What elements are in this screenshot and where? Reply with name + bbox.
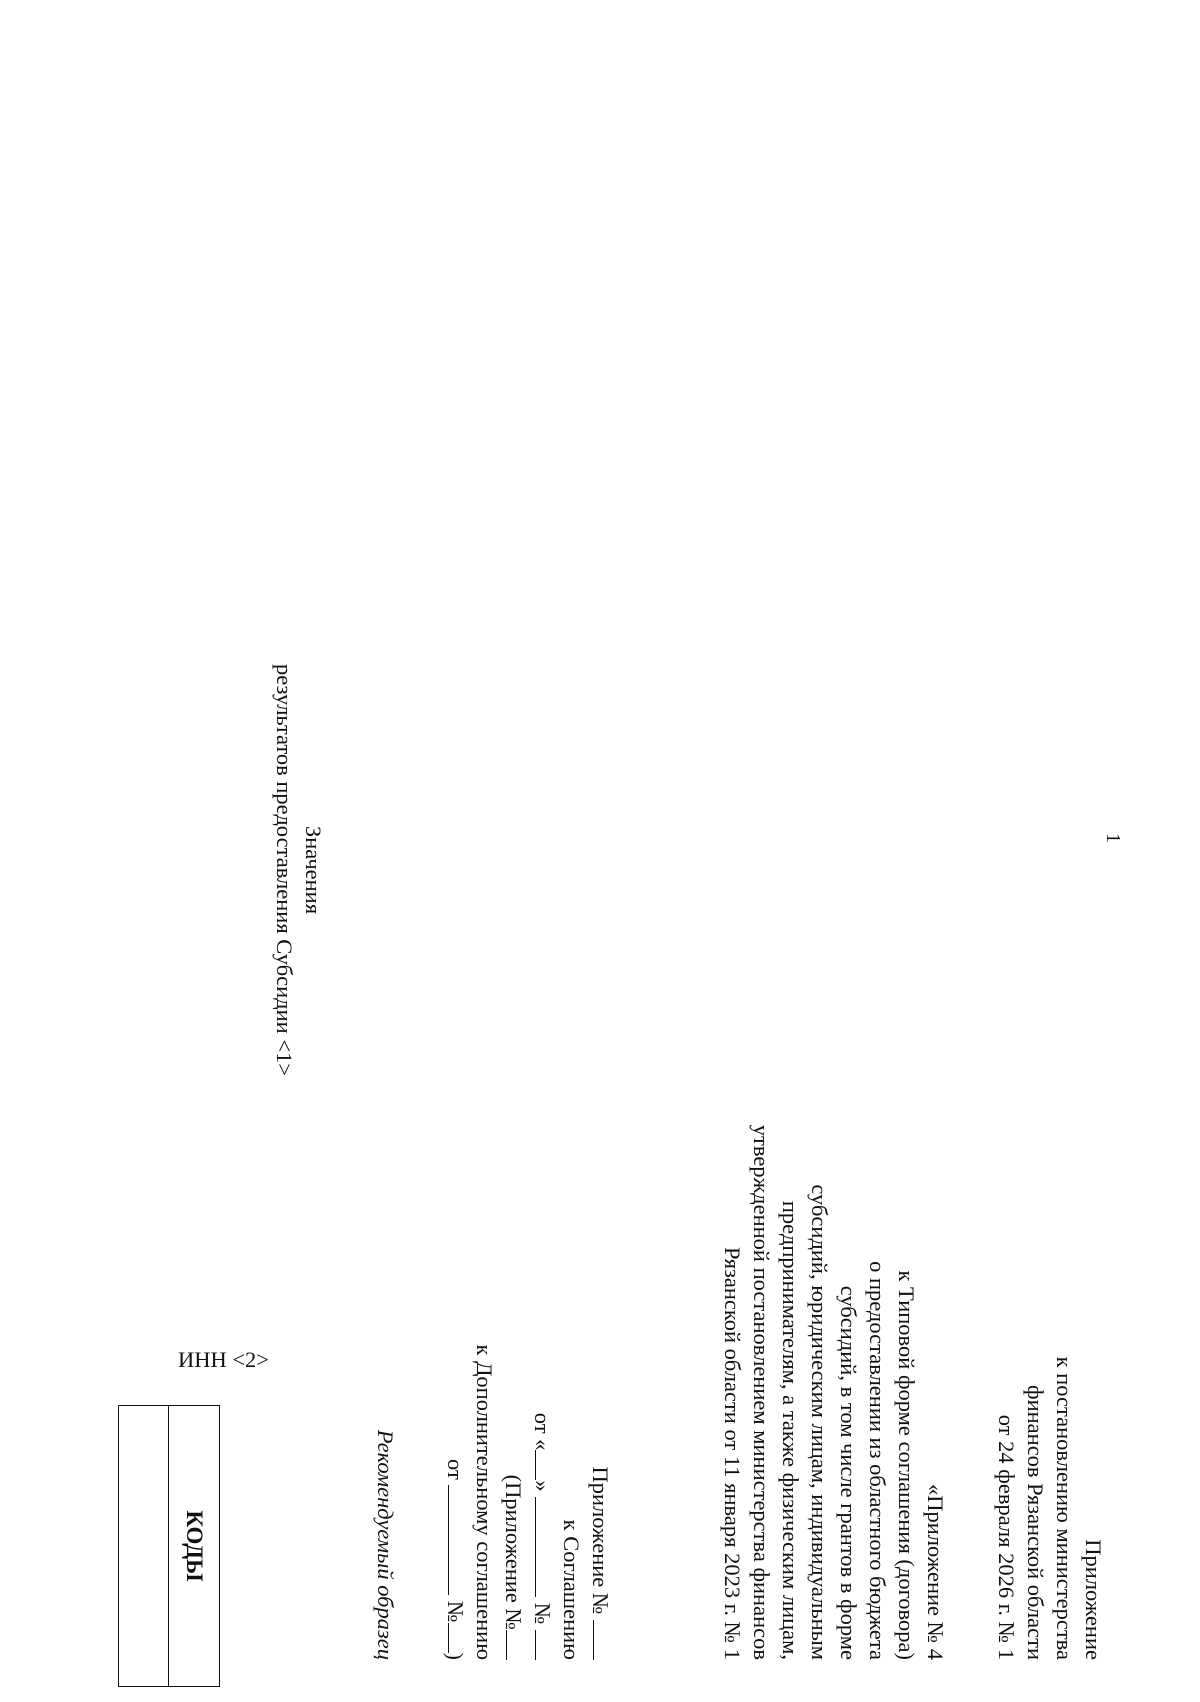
document-title: [270, 520, 328, 1220]
annex-line-3: [528, 1000, 557, 1660]
inn-label: ИНН <2>: [178, 1347, 269, 1372]
annex-supp-from-label: от: [443, 1458, 468, 1480]
typical-form-line: субсидий, в том числе грантов в форме: [836, 1285, 861, 1660]
codes-table: [118, 1405, 220, 1687]
title-line-2: результатов предоставления Субсидии <1>: [272, 664, 297, 1076]
annex-line-4: [499, 1000, 528, 1660]
annex-no-label: №: [530, 1602, 555, 1625]
approval-block: [992, 1120, 1108, 1660]
annex-day-blank[interactable]: [535, 1450, 554, 1480]
approval-line: к постановлению министерства: [1052, 1356, 1077, 1660]
annex-supp-no-label: №: [443, 1601, 468, 1623]
typical-form-line: к Типовой форме соглашения (договора): [894, 1270, 919, 1660]
typical-form-block: [718, 980, 950, 1660]
approval-line: финансов Рязанской области: [1023, 1385, 1048, 1660]
annex-supp-date-blank[interactable]: [448, 1485, 467, 1595]
annex-annex-label: (Приложение №: [501, 1474, 526, 1630]
annex-line-6: [441, 1000, 470, 1660]
page-number: 1: [1102, 833, 1124, 843]
annex-line-2: к Соглашению: [559, 1519, 584, 1660]
approval-line: от 24 февраля 2026 г. № 1: [994, 1414, 1019, 1660]
annex-agreement-number-blank[interactable]: [535, 1630, 554, 1660]
annex-quote: »: [530, 1480, 555, 1492]
title-line-1: Значения: [301, 825, 326, 915]
annex-annex-number-blank[interactable]: [506, 1630, 525, 1660]
approval-line: Приложение: [1081, 1539, 1106, 1660]
typical-form-line: «Приложение № 4: [923, 1484, 948, 1660]
codes-inn-cell[interactable]: [119, 1406, 169, 1686]
recommended-sample-label: Рекомендуемый образец: [373, 1429, 398, 1660]
typical-form-line: Рязанской области от 11 января 2023 г. № 1: [720, 1247, 745, 1660]
annex-month-blank[interactable]: [535, 1497, 554, 1597]
typical-form-line: предпринимателям, а также физическим лицам,: [778, 1200, 803, 1660]
annex-line-5: к Дополнительному соглашению: [472, 1344, 497, 1660]
typical-form-line: утвержденной постановлением министерства финансов: [749, 1124, 774, 1660]
annex-close-paren: ): [443, 1652, 468, 1660]
annex-block: [441, 1000, 615, 1660]
annex-line-1: [586, 1000, 615, 1660]
annex-number-blank[interactable]: [593, 1620, 612, 1660]
annex-supp-number-blank[interactable]: [448, 1623, 467, 1653]
codes-header: КОДЫ: [168, 1406, 219, 1686]
annex-from-label: от «: [530, 1412, 555, 1451]
annex-number-label: Приложение №: [588, 1466, 613, 1615]
typical-form-line: о предоставлении из областного бюджета: [865, 1261, 890, 1660]
typical-form-line: субсидий, юридическим лицам, индивидуальным: [807, 1184, 832, 1660]
